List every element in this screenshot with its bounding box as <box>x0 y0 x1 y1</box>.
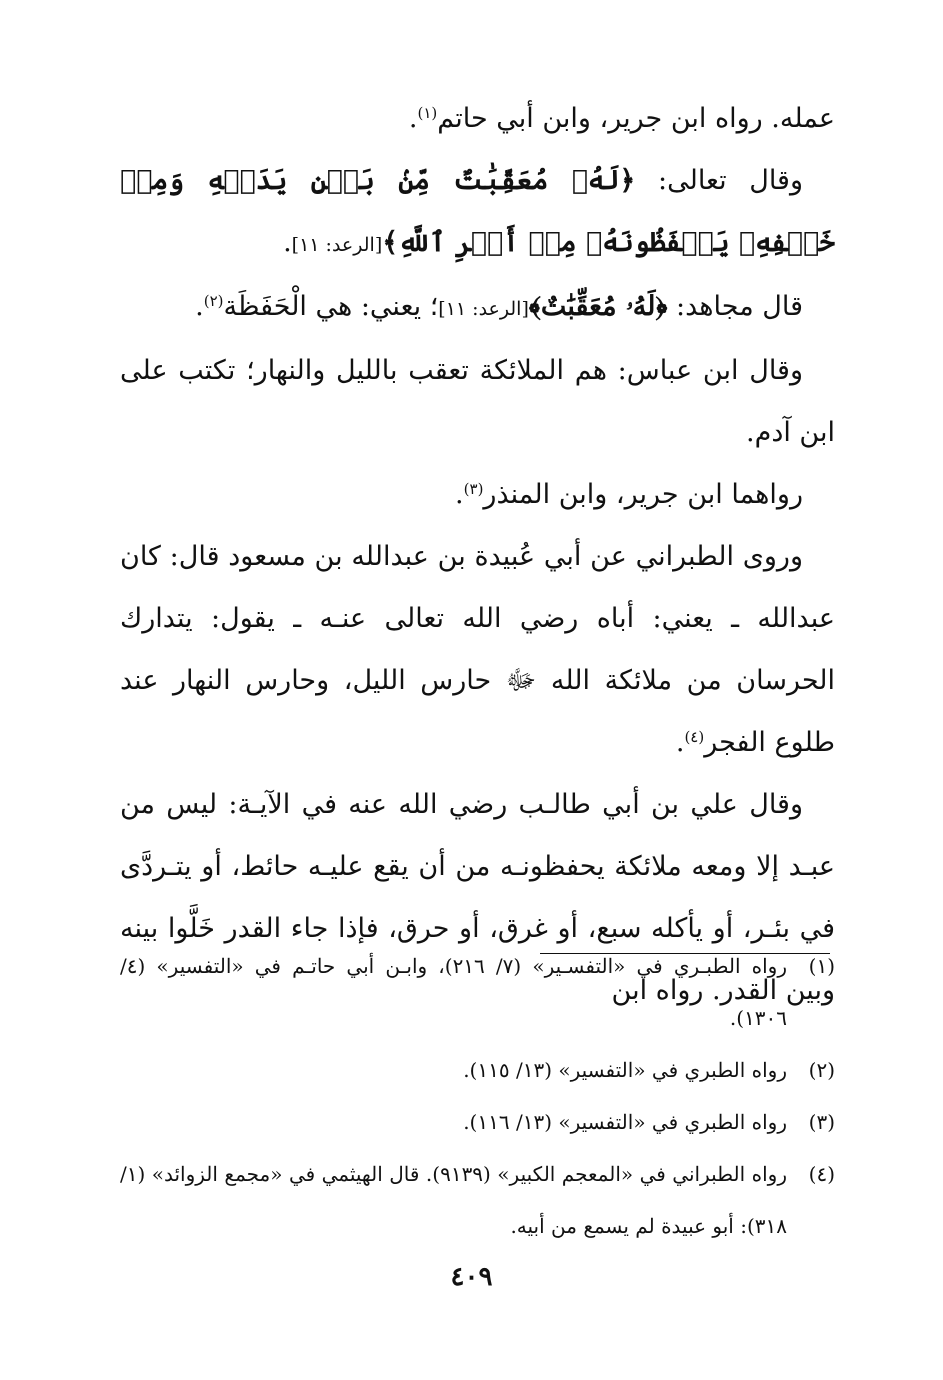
footnote-3 <box>120 1096 835 1148</box>
page-number: ٤٠٩ <box>450 1262 493 1292</box>
paragraph-5-text: رواهما ابن جرير، وابن المنذر <box>483 479 803 510</box>
paragraph-3-middle: ؛ يعني: هي الْحَفَظَة <box>223 291 439 322</box>
paragraph-1 <box>120 88 835 150</box>
paragraph-2-prefix: وقال تعالى: <box>635 165 803 196</box>
footnote-number: (١) <box>808 954 835 978</box>
footnote-text: رواه الطبـري في «التفسـير» (٧/ ٢١٦)، وابـن أبي حاتـم في «التفسير» (٤/ ١٣٠٦). <box>120 954 787 1030</box>
quran-verse-1: ﴿لَهُۥ مُعَقِّبَٰتٌ مِّنۢ بَيۡنِ يَدَيۡهِ وَمِنۡ خَلۡفِهِۦ يَحۡفَظُونَهُۥ مِنۡ أَمۡرِ ٱللَّهِ﴾ <box>120 165 835 258</box>
quran-verse-2: ﴿لَهُۥ مُعَقِّبَٰتٌ﴾ <box>528 291 668 322</box>
paragraph-4: وقال ابن عباس: هم الملائكة تعقب بالليل والنهار؛ تكتب على ابن آدم. <box>120 355 835 448</box>
main-text <box>120 88 835 1022</box>
paragraph-6-end: . <box>675 727 685 758</box>
paragraph-7: وقال علي بن أبي طالـب رضي الله عنه في الآيـة: ليس من عبـد إلا ومعه ملائكة يحفظونـه من أن يقع عليـه حائط، أو يتـردَّى في بئـر، أو يأكله سبع، أو غرق، أو حرق، فإذا جاء القدر خَلَّوا بينه وبين القدر. رواه ابن <box>120 789 835 1006</box>
footnote-ref-4: (٤) <box>684 728 705 746</box>
paragraph-2 <box>120 150 835 276</box>
paragraph-5-end: . <box>455 479 464 510</box>
paragraph-3-prefix: قال مجاهد: <box>667 291 803 322</box>
footnote-number: (٣) <box>808 1110 835 1134</box>
footnote-number: (٢) <box>808 1058 835 1082</box>
verse-reference-2: [الرعد: ١١] <box>438 298 529 320</box>
footnote-text: رواه الطبراني في «المعجم الكبير» (٩١٣٩). قال الهيثمي في «مجمع الزوائد» (١/ ٣١٨): أبو عبيدة لم يسمع من أبيه. <box>120 1162 787 1238</box>
paragraph-1-text: عمله. رواه ابن جرير، وابن أبي حاتم <box>437 103 835 134</box>
paragraph-2-end: . <box>283 227 292 258</box>
footnote-1 <box>120 940 835 1044</box>
paragraph-1-end: . <box>408 103 418 134</box>
paragraph-6-text: وروى الطبراني عن أبي عُبيدة بن عبدالله بن مسعود قال: كان عبدالله ـ يعني: أباه رضي الله تعالى عنـه ـ يقول: يتدارك الحرسان من ملائكة الله ﷻ حارس الليل، وحارس النهار عند طلوع الفجر <box>120 541 835 758</box>
paragraph-6 <box>120 526 835 774</box>
footnote-2 <box>120 1044 835 1096</box>
footnote-4 <box>120 1148 835 1252</box>
footnote-ref-2: (٢) <box>203 292 224 310</box>
footnote-text: رواه الطبري في «التفسير» (١٣/ ١١٦). <box>463 1110 787 1134</box>
footnote-ref-1: (١) <box>417 104 438 122</box>
paragraph-5 <box>120 464 835 526</box>
paragraph-3 <box>120 276 835 340</box>
footnotes <box>120 940 835 1252</box>
footnote-ref-3: (٣) <box>463 480 484 498</box>
footnote-text: رواه الطبري في «التفسير» (١٣/ ١١٥). <box>463 1058 787 1082</box>
footnote-number: (٤) <box>808 1162 835 1186</box>
verse-reference-1: [الرعد: ١١] <box>291 234 383 256</box>
paragraph-3-end: . <box>195 291 204 322</box>
